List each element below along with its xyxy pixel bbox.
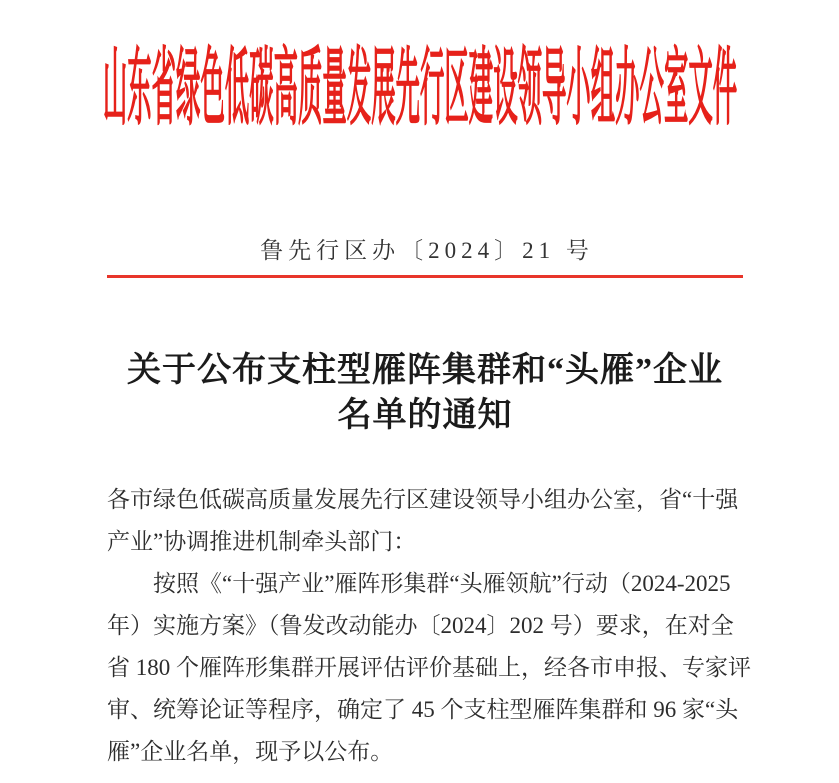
body-paragraph-2-line-1: 按照《“十强产业”雁阵形集群“头雁领航”行动（2024-2025 xyxy=(153,571,731,596)
body-paragraph-2-line-5: 雁”企业名单，现予以公布。 xyxy=(107,739,394,764)
issuing-office-banner-text: 山东省绿色低碳高质量发展先行区建设领导小组办公室文件 xyxy=(102,42,737,136)
body-paragraph-1-line-1: 各市绿色低碳高质量发展先行区建设领导小组办公室，省“十强 xyxy=(107,487,739,512)
document-reference-number: 鲁先行区办〔2024〕21 号 xyxy=(260,238,594,263)
document-body xyxy=(107,479,757,773)
body-paragraph-2-line-2: 年）实施方案》（鲁发改动能办〔2024〕202 号）要求，在对全 xyxy=(107,613,734,638)
document-title xyxy=(60,348,790,438)
body-paragraph-2-line-4: 审、统筹论证等程序，确定了 45 个支柱型雁阵集群和 96 家“头 xyxy=(107,697,739,722)
red-divider-rule xyxy=(107,275,743,278)
red-header-banner xyxy=(0,42,839,137)
document-title-line-2: 名单的通知 xyxy=(337,397,513,434)
body-paragraph-2-line-3: 省 180 个雁阵形集群开展评估评价基础上，经各市申报、专家评 xyxy=(107,655,751,680)
document-title-line-1: 关于公布支柱型雁阵集群和“头雁”企业 xyxy=(127,352,723,389)
body-paragraph-1-line-2: 产业”协调推进机制牵头部门： xyxy=(107,529,417,554)
